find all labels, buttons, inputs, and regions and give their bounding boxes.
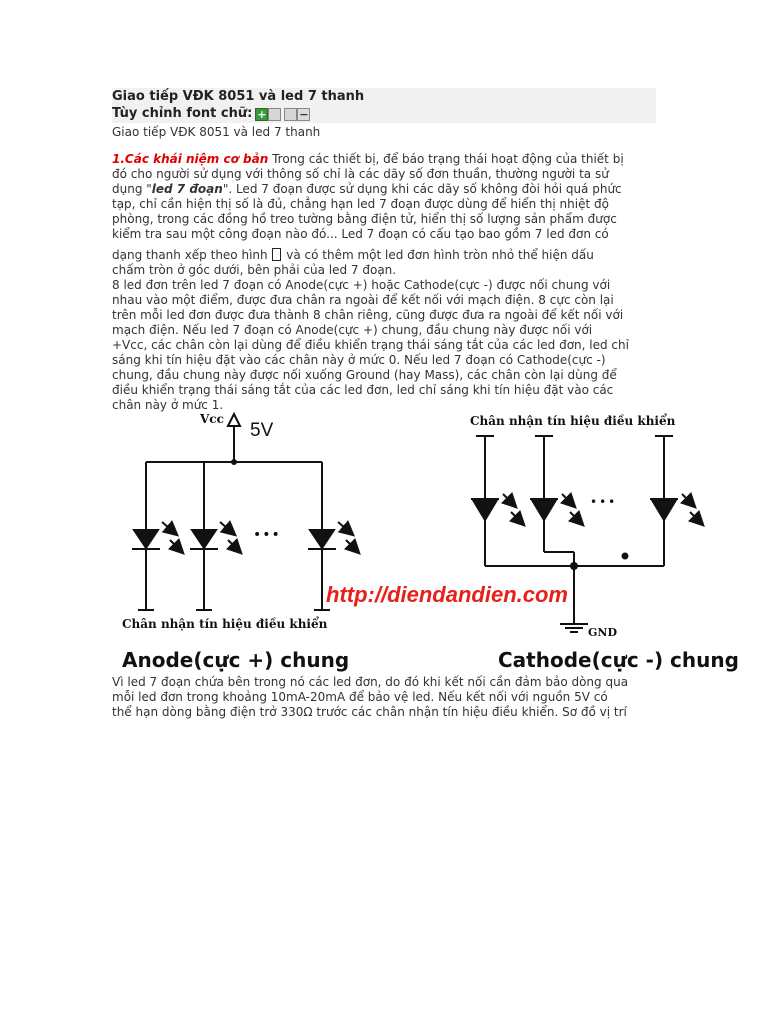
vcc-arrow-icon [228,414,240,426]
anode-caption: Anode(cực +) chung [122,648,350,672]
watermark-url: http://diendandien.com [326,582,568,607]
text-line: thể hạn dòng bằng điện trở 330Ω trước các chân nhận tín hiệu điều khiển. Sơ đồ vị trí [112,705,627,719]
font-increase-button[interactable] [255,108,268,121]
led-icon [132,522,182,610]
text-line: Vì led 7 đoạn chứa bên trong nó các led đơn, do đó khi kết nối cần đảm bảo dòng qua [112,675,629,689]
text-line: +Vcc, các chân còn lại dùng để điều khiển trạng thái sáng tắt của các led đơn, led chỉ [112,338,629,352]
junction-dot [231,459,237,465]
cathode-caption: Cathode(cực -) chung [498,648,739,672]
left-pins-label: Chân nhận tín hiệu điều khiển [122,617,328,631]
article [112,88,656,413]
text-line: kiểm tra sau một công đoạn nào đó... Led 7 đoạn có cấu tạo bao gồm 7 led đơn có [112,227,609,241]
font-button-spacer [268,108,281,121]
text-line: trên mỗi led đơn được đưa thành 8 chân riêng, cũng được đưa ra ngoài để kết nối với [112,308,624,322]
emphasis-text: led 7 đoạn [151,182,223,196]
text-line: 8 led đơn trên led 7 đoạn có Anode(cực +) hoặc Cathode(cực -) được nối chung với [112,278,611,292]
section-heading: 1.Các khái niệm cơ bản [112,152,269,166]
font-decrease-button[interactable] [297,108,310,121]
text-line: ". Led 7 đoạn được sử dụng khi các dãy số không đòi hỏi quá phức [222,182,622,196]
text-line: nhau vào một điểm, được đưa chân ra ngoài để kết nối với mạch điện. 8 cực còn lại [112,293,614,307]
anode-circuit [132,414,358,610]
page-title: Giao tiếp VĐK 8051 và led 7 thanh [112,89,365,104]
text-line: mạch điện. Nếu led 7 đoạn có Anode(cực +) chung, đầu chung này được nối với [112,323,593,337]
text-line: chấm tròn ở góc dưới, bên phải của led 7 đoạn. [112,263,397,277]
text-line: phòng, trong các đồng hồ treo tường bằng điện tử, hiển thị số lượng sản phẩm được [112,212,617,226]
led-icon [650,494,702,524]
minus-icon: − [299,107,309,121]
text-line: chân này ở mức 1. [112,398,224,412]
font-size-label: Tùy chỉnh font chữ: [112,106,253,121]
paragraph-intro [112,152,656,413]
text-line: đó cho người sử dụng với thông số chỉ là các dãy số đơn thuần, thường người ta sử [112,167,609,181]
text-line: điều khiển trạng thái sáng tắt của các led đơn, led chỉ sáng khi tín hiệu đặt vào các [112,383,614,397]
text-line: và có thêm một led đơn hình tròn nhỏ thể hiện dấu [282,248,594,262]
text-line: sáng khi tín hiệu đặt vào các chân này ở mức 0. Nếu led 7 đoạn có Cathode(cực -) [112,353,606,367]
text-line: chung, đầu chung này được nối xuống Ground (hay Mass), các chân còn lại dùng để [112,368,617,382]
font-size-control [112,105,656,123]
article-subtitle: Giao tiếp VĐK 8051 và led 7 thanh [112,125,321,139]
text-line: tạp, chỉ cần hiện thị số là đủ, chẳng hạn led 7 đoạn được dùng để hiển thị nhiệt độ [112,197,609,211]
right-pins-label: Chân nhận tín hiệu điều khiển [470,414,676,428]
voltage-label: 5V [250,420,274,441]
ellipsis-dots: ••• [253,527,281,543]
paragraph-current-limit [112,675,672,720]
led-icon [471,494,523,524]
vcc-label: Vcc [200,412,224,426]
led-icon [530,494,582,524]
text-line: mỗi led đơn trong khoảng 10mA-20mA để bảo vệ led. Nếu kết nối với nguồn 5V có [112,690,608,704]
gnd-label: GND [588,626,617,639]
led-icon [190,522,240,610]
article-header [112,88,656,123]
ground-icon [560,624,588,632]
ellipsis-dots: ••• [590,495,618,509]
circuit-diagram [110,406,730,676]
plus-icon: + [257,107,267,121]
segment-shape-icon [272,248,281,261]
font-button-spacer [284,108,297,121]
text-line: dạng thanh xếp theo hình [112,248,272,262]
text-line: dụng " [112,182,152,196]
led-circuit-figure [110,406,739,676]
text-line: Trong các thiết bị, để báo trạng thái hoạt động của thiết bị [268,152,624,166]
